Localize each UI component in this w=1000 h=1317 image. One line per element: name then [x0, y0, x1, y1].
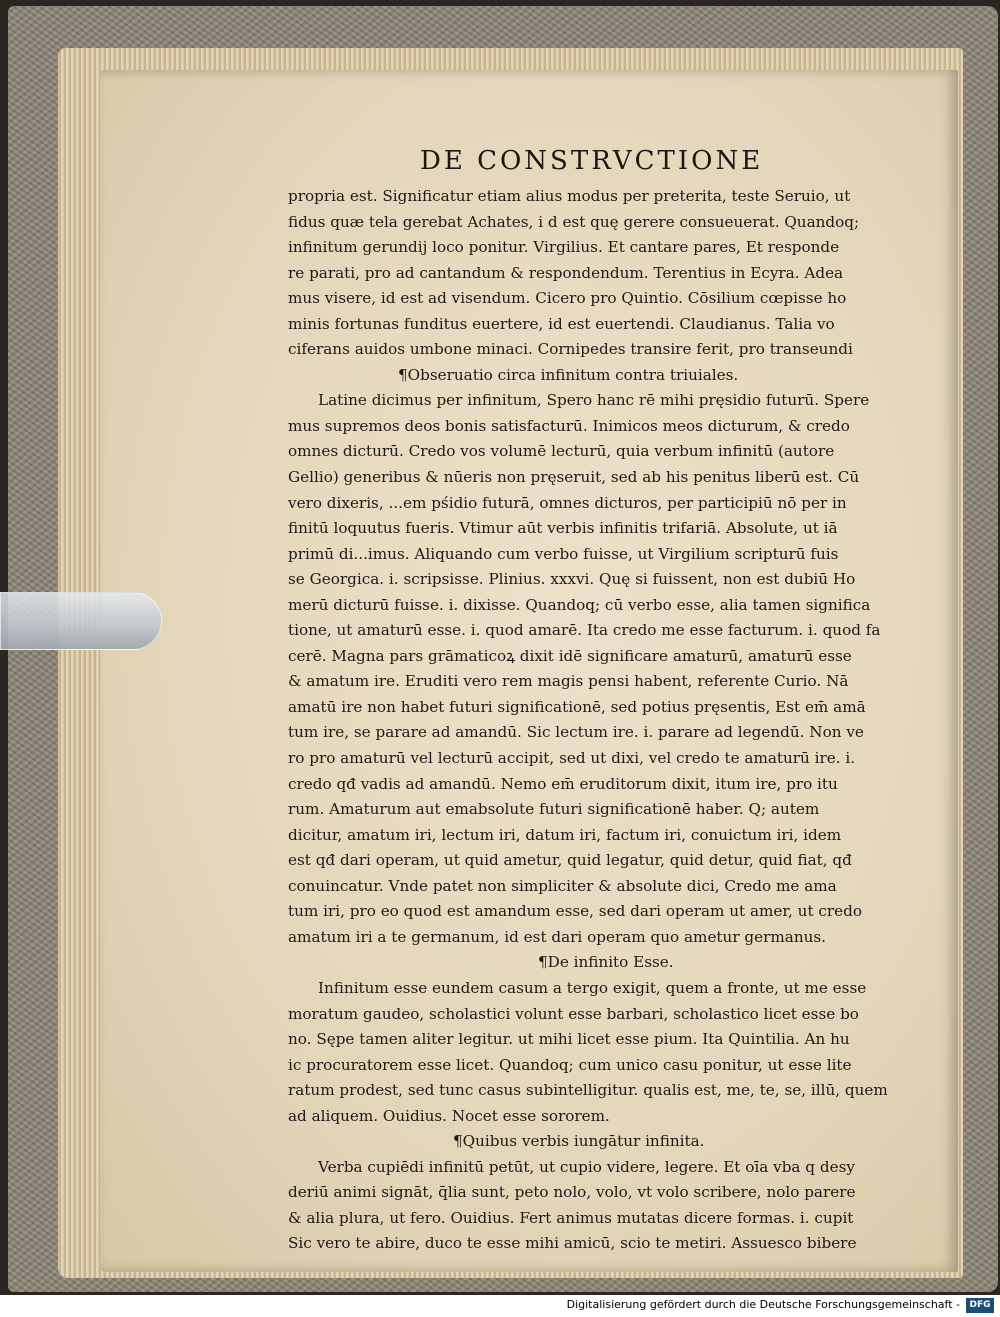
footer-credit: Digitalisierung gefördert durch die Deutsche Forschungsgemeinschaft - — [566, 1298, 960, 1311]
text-line: mus supremos deos bonis satisfacturū. Inimicos meos dicturum, & credo — [288, 416, 850, 435]
text-line: propria est. Significatur etiam alius modus per preterita, teste Seruio, ut — [288, 187, 851, 205]
text-line: minis fortunas funditus euertere, id est euertendi. Claudianus. Talia vo — [288, 314, 835, 333]
text-line: infinitum gerundij loco ponitur. Virgilius. Et cantare pares, Et responde — [288, 238, 840, 257]
text-line: credo qđ vadis ad amandū. Nemo em̄ eruditorum dixit, itum ire, pro itu — [288, 774, 838, 793]
text-line: moratum gaudeo, scholastici volunt esse barbari, scholastico licet esse bo — [288, 1004, 859, 1023]
text-line: & alia plura, ut fero. Ouidius. Fert animus mutatas dicere formas. i. cupit — [288, 1208, 854, 1227]
text-line: no. Sępe tamen aliter legitur. ut mihi licet esse pium. Ita Quintilia. An hu — [288, 1030, 850, 1049]
text-block — [288, 184, 928, 1253]
text-line: Verba cupiēdi infinitū petūt, ut cupio videre, legere. Et oīa vba q desy — [318, 1157, 855, 1176]
text-line: ad aliquem. Ouidius. Nocet esse sororem. — [288, 1106, 610, 1125]
text-line: Infinitum esse eundem casum a tergo exigit, quem a fronte, ut me esse — [318, 978, 867, 997]
text-line: est qđ dari operam, ut quid ametur, quid legatur, quid detur, quid fiat, qđ — [288, 851, 852, 870]
text-line: ic procuratorem esse licet. Quandoq; cum unico casu ponitur, ut esse lite — [288, 1055, 852, 1074]
text-line: cerē. Magna pars grāmaticoꝝ dixit idē significare amaturū, amaturū esse — [288, 646, 852, 665]
text-line: tione, ut amaturū esse. i. quod amarē. Ita credo me esse facturum. i. quod fa — [288, 621, 881, 640]
text-line: amatū ire non habet futuri significationē, sed potius pręsentis, Est em̄ amā — [288, 697, 866, 716]
text-line: tum iri, pro eo quod est amandum esse, sed dari operam ut amer, ut credo — [288, 902, 862, 921]
text-line: rum. Amaturum aut emabsolute futuri significationē haber. Q; autem — [288, 800, 820, 819]
page-header: DE CONSTRVCTIONE — [420, 146, 764, 176]
text-line: & amatum ire. Eruditi vero rem magis pensi habent, referente Curio. Nā — [288, 672, 849, 691]
dfg-logo-icon: DFG — [966, 1298, 994, 1313]
section-heading: ¶De infinito Esse. — [538, 953, 674, 972]
glass-page-holder — [0, 592, 162, 650]
text-line: Gellio) generibus & nūeris non pręseruit, sed ab his penitus liberū est. Cū — [288, 468, 860, 487]
text-line: fidus quæ tela gerebat Achates, i d est quę gerere consueuerat. Quandoq; — [288, 212, 860, 231]
text-line: dicitur, amatum iri, lectum iri, datum iri, factum iri, conuictum iri, idem — [288, 825, 842, 844]
text-line: mus visere, id est ad visendum. Cicero pro Quintio. Cōsilium cœpisse ho — [288, 289, 847, 308]
text-line: Latine dicimus per infinitum, Spero hanc rē mihi pręsidio futurū. Spere — [318, 391, 870, 410]
text-line: re parati, pro ad cantandum & respondendum. Terentius in Ecyra. Adea — [288, 263, 844, 282]
text-line: merū dicturū fuisse. i. dixisse. Quandoq; cū verbo esse, alia tamen significa — [288, 595, 871, 614]
text-line: ratum prodest, sed tunc casus subintelligitur. qualis est, me, te, se, illū, quem — [288, 1081, 888, 1100]
text-line: finitū loquutus fueris. Vtimur aūt verbis infinitis trifariā. Absolute, ut iā — [288, 519, 838, 538]
text-line: tum ire, se parare ad amandū. Sic lectum ire. i. parare ad legendū. Non ve — [288, 723, 864, 742]
text-line: primū di...imus. Aliquando cum verbo fuisse, ut Virgilium scripturū fuis — [288, 544, 839, 563]
footer-bar — [0, 1295, 1000, 1317]
section-heading: ¶Quibus verbis iungātur infinita. — [453, 1132, 705, 1151]
text-line: ro pro amaturū vel lecturū accipit, sed ut dixi, vel credo te amaturū ire. i. — [288, 749, 856, 768]
text-line: vero dixeris, ...em pśidio futurā, omnes dicturos, per participiū nō per in — [288, 493, 847, 512]
text-line: Sic vero te abire, duco te esse mihi amicū, scio te metiri. Assuesco bibere — [288, 1234, 857, 1253]
text-line: amatum iri a te germanum, id est dari operam quo ametur germanus. — [288, 927, 827, 946]
section-heading: ¶Obseruatio circa infinitum contra triuiales. — [398, 365, 739, 384]
text-line: conuincatur. Vnde patet non simpliciter & absolute dici, Credo me ama — [288, 876, 837, 895]
text-line: ciferans auidos umbone minaci. Cornipedes transire ferit, pro transeundi — [288, 340, 853, 359]
text-line: se Georgica. i. scripsisse. Plinius. xxxvi. Quę si fuissent, non est dubiū Ho — [288, 570, 856, 589]
text-line: deriū animi signāt, q̄lia sunt, peto nolo, volo, vt volo scribere, nolo parere — [288, 1183, 856, 1202]
text-line: omnes dicturū. Credo vos volumē lecturū, quia verbum infinitū (autore — [288, 442, 835, 461]
